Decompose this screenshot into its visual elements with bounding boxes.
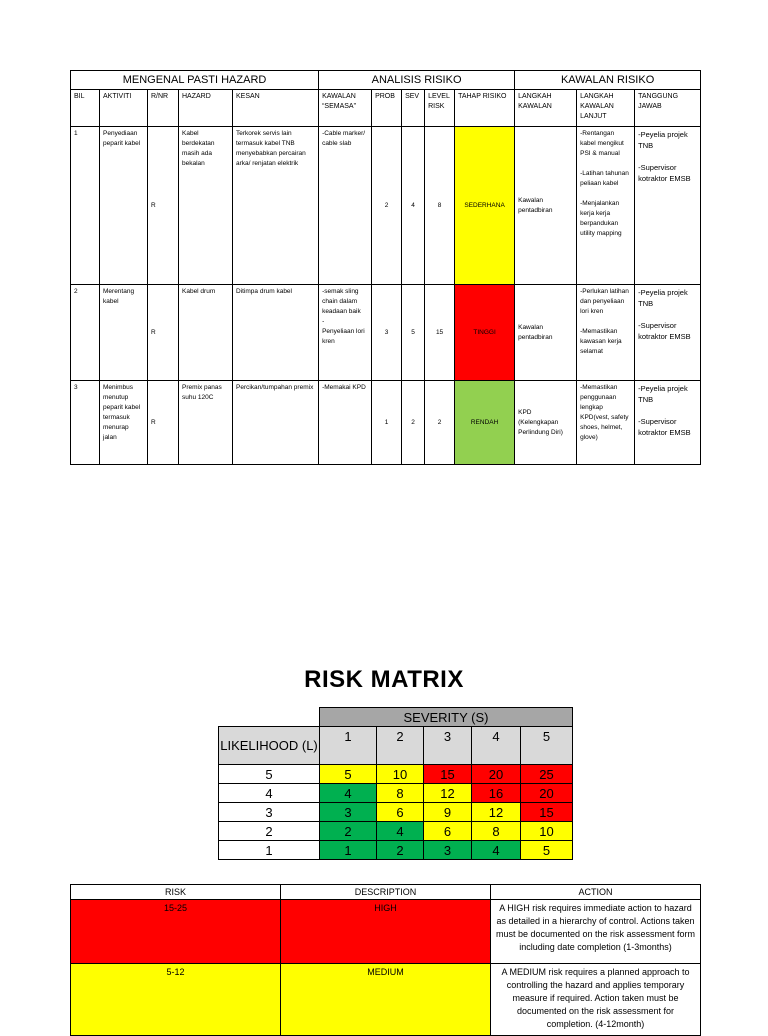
level-cell: 15 [425,285,455,381]
kawalan-cell: -Cable marker/ cable slab [319,127,372,285]
matrix-cell: 2 [377,841,424,860]
tahap-risiko-cell: SEDERHANA [455,127,515,285]
matrix-cell: 12 [472,803,521,822]
likelihood-value: 2 [219,822,320,841]
column-header: LANGKAH KAWALAN [515,90,577,127]
table-row [71,285,701,381]
aktiviti-cell: Menimbus menutup peparit kabel termasuk menurap jalan [100,381,148,465]
severity-value: 3 [424,727,472,765]
column-header: HAZARD [179,90,233,127]
matrix-cell: 9 [424,803,472,822]
column-header: PROB [372,90,402,127]
kesan-cell: Terkorek servis lain termasuk kabel TNB menyebabkan percairan arka/ renjatan elektrik [233,127,319,285]
bil-cell: 1 [71,127,100,285]
column-header-row [71,90,701,127]
kesan-cell: Ditimpa drum kabel [233,285,319,381]
aktiviti-cell: Penyediaan peparit kabel [100,127,148,285]
sev-cell: 2 [402,381,425,465]
severity-value: 1 [320,727,377,765]
table-row [71,900,701,964]
matrix-cell: 16 [472,784,521,803]
severity-value: 2 [377,727,424,765]
tahap-risiko-cell: TINGGI [455,285,515,381]
matrix-cell: 6 [377,803,424,822]
matrix-cell: 25 [521,765,573,784]
column-header: AKTIVITI [100,90,148,127]
kesan-cell: Percikan/tumpahan premix [233,381,319,465]
lanjut-cell: -Perlukan latihan dan penyeliaan lori kren -Memastikan kawasan kerja selamat [577,285,635,381]
column-header: RISK [71,885,281,900]
rnr-cell: R [148,381,179,465]
likelihood-value: 4 [219,784,320,803]
table-row [71,127,701,285]
column-header: ACTION [491,885,701,900]
langkah-cell: Kawalan pentadbiran [515,127,577,285]
matrix-cell: 8 [377,784,424,803]
sev-cell: 4 [402,127,425,285]
action-cell: A HIGH risk requires immediate action to hazard as detailed in a hierarchy of control. Actions taken must be documented on the risk assessment form including date completion (1-3months) [491,900,701,964]
hazard-assessment-table [70,70,701,465]
langkah-cell: KPD (Kelengkapan Perlindung Diri) [515,381,577,465]
matrix-corner [219,708,320,727]
hazard-cell: Premix panas suhu 120C [179,381,233,465]
tanggung-cell: -Peyelia projek TNB -Supervisor kotraktor EMSB [635,127,701,285]
severity-value: 5 [521,727,573,765]
matrix-cell: 2 [320,822,377,841]
action-cell: A MEDIUM risk requires a planned approach to controlling the hazard and applies temporary measure if required. Action taken must be documented on the risk assessment for completion. (4-12month) [491,964,701,1036]
langkah-cell: Kawalan pentadbiran [515,285,577,381]
section-header-hazard: MENGENAL PASTI HAZARD [71,71,319,90]
column-header: KESAN [233,90,319,127]
column-header: LANGKAH KAWALAN LANJUT [577,90,635,127]
risk-range-cell: 5-12 [71,964,281,1036]
column-header: TANGGUNG JAWAB [635,90,701,127]
aktiviti-cell: Merentang kabel [100,285,148,381]
matrix-cell: 20 [472,765,521,784]
matrix-cell: 5 [521,841,573,860]
column-header: DESCRIPTION [281,885,491,900]
column-header: R/NR [148,90,179,127]
matrix-cell: 10 [377,765,424,784]
tanggung-cell: -Peyelia projek TNB -Supervisor kotraktor EMSB [635,381,701,465]
column-header: TAHAP RISIKO [455,90,515,127]
matrix-cell: 5 [320,765,377,784]
matrix-cell: 3 [320,803,377,822]
tanggung-cell: -Peyelia projek TNB -Supervisor kotraktor EMSB [635,285,701,381]
kawalan-cell: -Memakai KPD [319,381,372,465]
hazard-cell: Kabel berdekatan masih ada bekalan [179,127,233,285]
column-header: KAWALAN “SEMASA” [319,90,372,127]
section-header-control: KAWALAN RISIKO [515,71,701,90]
kawalan-cell: -semak sling chain dalam keadaan baik - Penyeliaan lori kren [319,285,372,381]
prob-cell: 1 [372,381,402,465]
likelihood-value: 1 [219,841,320,860]
matrix-cell: 10 [521,822,573,841]
bil-cell: 2 [71,285,100,381]
prob-cell: 2 [372,127,402,285]
rnr-cell: R [148,285,179,381]
likelihood-value: 3 [219,803,320,822]
risk-matrix-table [218,707,573,860]
likelihood-value: 5 [219,765,320,784]
severity-header: SEVERITY (S) [320,708,573,727]
risk-action-table [70,884,701,1036]
matrix-cell: 1 [320,841,377,860]
matrix-cell: 15 [424,765,472,784]
matrix-cell: 12 [424,784,472,803]
bil-cell: 3 [71,381,100,465]
lanjut-cell: -Rentangan kabel mengikut PSI & manual -Latihan tahunan peliaan kabel -Menjalankan kerja kerja berpandukan utility mapping [577,127,635,285]
section-header-analysis: ANALISIS RISIKO [319,71,515,90]
column-header: LEVEL RISK [425,90,455,127]
tahap-risiko-cell: RENDAH [455,381,515,465]
description-cell: MEDIUM [281,964,491,1036]
matrix-cell: 20 [521,784,573,803]
column-header: BIL [71,90,100,127]
column-header: SEV [402,90,425,127]
matrix-cell: 3 [424,841,472,860]
hazard-cell: Kabel drum [179,285,233,381]
table-row [71,964,701,1036]
level-cell: 8 [425,127,455,285]
matrix-cell: 4 [320,784,377,803]
table-row [71,381,701,465]
level-cell: 2 [425,381,455,465]
description-cell: HIGH [281,900,491,964]
lanjut-cell: -Memastikan penggunaan lengkap KPD(vest, safety shoes, helmet, glove) [577,381,635,465]
risk-range-cell: 15-25 [71,900,281,964]
matrix-cell: 4 [377,822,424,841]
rnr-cell: R [148,127,179,285]
matrix-cell: 15 [521,803,573,822]
prob-cell: 3 [372,285,402,381]
matrix-cell: 8 [472,822,521,841]
risk-matrix-title: RISK MATRIX [304,666,464,693]
sev-cell: 5 [402,285,425,381]
matrix-cell: 6 [424,822,472,841]
likelihood-header: LIKELIHOOD (L) [219,727,320,765]
severity-value: 4 [472,727,521,765]
matrix-cell: 4 [472,841,521,860]
